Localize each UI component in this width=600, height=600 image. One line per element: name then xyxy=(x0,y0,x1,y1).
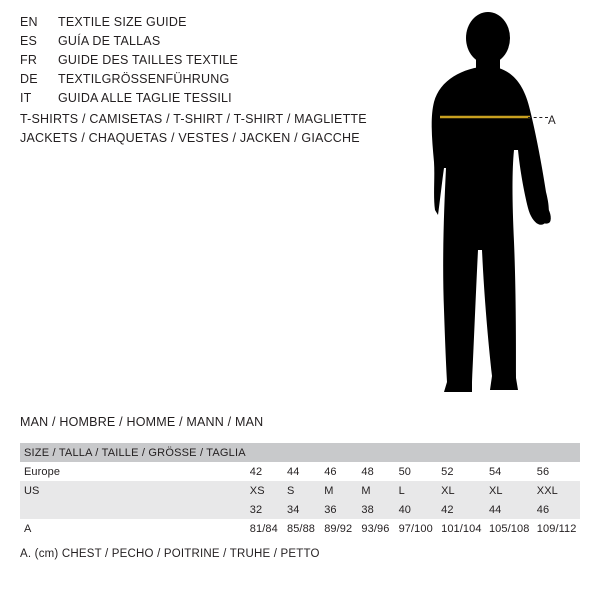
language-code: DE xyxy=(20,72,38,86)
language-code: ES xyxy=(20,34,38,48)
table-header-blank xyxy=(533,443,580,462)
figure-illustration xyxy=(400,10,600,410)
callout-dash-line xyxy=(528,117,548,118)
table-row xyxy=(20,481,580,500)
row-cell: 89/92 xyxy=(320,519,357,538)
row-cell: S xyxy=(283,481,320,500)
category-line-tshirts: T-SHIRTS / CAMISETAS / T-SHIRT / T-SHIRT / MAGLIETTE xyxy=(20,112,367,126)
language-code: EN xyxy=(20,15,38,29)
table-row xyxy=(20,519,580,538)
language-text: GUÍA DE TALLAS xyxy=(58,34,161,48)
row-cell: XL xyxy=(437,481,485,500)
size-table xyxy=(20,443,580,538)
row-cell: M xyxy=(357,481,394,500)
row-label: US xyxy=(20,481,246,500)
row-cell: 46 xyxy=(320,462,357,481)
row-cell: 44 xyxy=(283,462,320,481)
table-title: MAN / HOMBRE / HOMME / MANN / MAN xyxy=(20,415,264,429)
chest-callout-label: A xyxy=(548,115,556,127)
row-cell: 101/104 xyxy=(437,519,485,538)
table-header-blank xyxy=(485,443,533,462)
row-cell: 48 xyxy=(357,462,394,481)
table-header-blank xyxy=(320,443,357,462)
row-cell: XL xyxy=(485,481,533,500)
row-label xyxy=(20,500,246,519)
language-row xyxy=(20,34,400,53)
row-cell: 40 xyxy=(395,500,438,519)
row-cell: 44 xyxy=(485,500,533,519)
row-cell: 93/96 xyxy=(357,519,394,538)
row-cell: XXL xyxy=(533,481,580,500)
row-cell: 34 xyxy=(283,500,320,519)
row-cell: 85/88 xyxy=(283,519,320,538)
language-row xyxy=(20,15,400,34)
table-header-blank xyxy=(395,443,438,462)
language-text: GUIDE DES TAILLES TEXTILE xyxy=(58,53,239,67)
row-cell: 54 xyxy=(485,462,533,481)
category-line-jackets: JACKETS / CHAQUETAS / VESTES / JACKEN / GIACCHE xyxy=(20,131,360,145)
category-block xyxy=(20,112,420,150)
row-cell: 109/112 xyxy=(533,519,580,538)
table-header-blank xyxy=(246,443,283,462)
language-text: GUIDA ALLE TAGLIE TESSILI xyxy=(58,91,232,105)
table-header-row xyxy=(20,443,580,462)
row-cell: 81/84 xyxy=(246,519,283,538)
language-row xyxy=(20,91,400,110)
row-cell: 50 xyxy=(395,462,438,481)
row-cell: 42 xyxy=(246,462,283,481)
language-text: TEXTILGRÖSSENFÜHRUNG xyxy=(58,72,230,86)
language-code: IT xyxy=(20,91,32,105)
table-row xyxy=(20,500,580,519)
row-cell: M xyxy=(320,481,357,500)
row-cell: L xyxy=(395,481,438,500)
row-cell: 56 xyxy=(533,462,580,481)
language-code: FR xyxy=(20,53,38,67)
table-header-blank xyxy=(437,443,485,462)
language-row xyxy=(20,72,400,91)
language-text: TEXTILE SIZE GUIDE xyxy=(58,15,187,29)
language-header-block xyxy=(20,15,400,110)
row-cell: 105/108 xyxy=(485,519,533,538)
row-cell: 46 xyxy=(533,500,580,519)
male-silhouette-icon xyxy=(400,10,600,410)
row-cell: 32 xyxy=(246,500,283,519)
table-footnote: A. (cm) CHEST / PECHO / POITRINE / TRUHE / PETTO xyxy=(20,548,320,560)
row-cell: 36 xyxy=(320,500,357,519)
row-cell: XS xyxy=(246,481,283,500)
table-header-label: SIZE / TALLA / TAILLE / GRÖSSE / TAGLIA xyxy=(20,443,246,462)
table-header-blank xyxy=(283,443,320,462)
language-row xyxy=(20,53,400,72)
row-cell: 97/100 xyxy=(395,519,438,538)
table-header-blank xyxy=(357,443,394,462)
row-cell: 52 xyxy=(437,462,485,481)
row-cell: 38 xyxy=(357,500,394,519)
row-cell: 42 xyxy=(437,500,485,519)
table-row xyxy=(20,462,580,481)
row-label: A xyxy=(20,519,246,538)
row-label: Europe xyxy=(20,462,246,481)
